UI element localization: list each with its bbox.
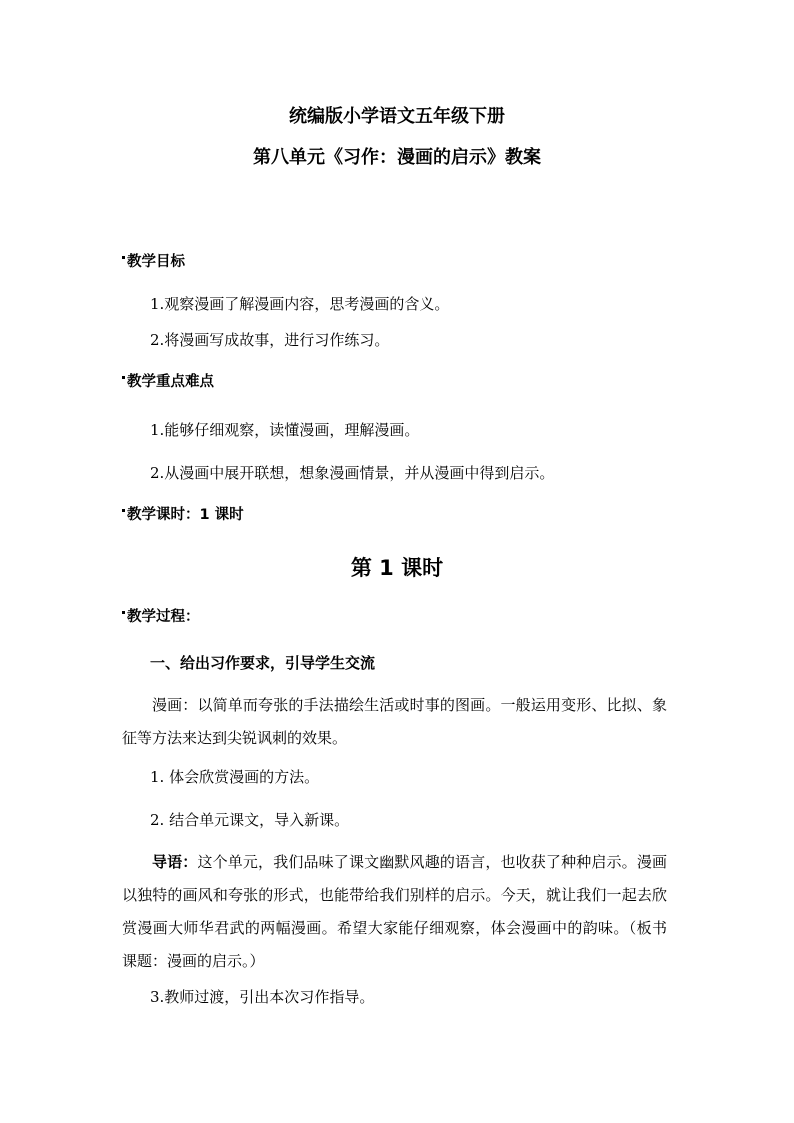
bullet-marker xyxy=(122,256,125,259)
section-heading-text: 教学课时：1 课时 xyxy=(127,507,244,523)
key-point-item-1: 1.能够仔细观察，读懂漫画，理解漫画。 xyxy=(150,421,420,439)
lesson-title: 第 1 课时 xyxy=(350,556,444,580)
bullet-marker xyxy=(122,376,125,379)
process-item-3: 3.教师过渡，引出本次习作指导。 xyxy=(150,988,375,1006)
section-heading-key-points xyxy=(122,375,214,390)
process-step-1-title: 一、给出习作要求，引导学生交流 xyxy=(150,654,376,672)
bullet-marker xyxy=(122,611,125,614)
key-point-item-2: 2.从漫画中展开联想，想象漫画情景，并从漫画中得到启示。 xyxy=(150,464,555,482)
objective-item-1: 1.观察漫画了解漫画内容，思考漫画的含义。 xyxy=(150,295,450,313)
section-heading-text: 教学过程： xyxy=(127,609,200,625)
document-title-grade: 统编版小学语文五年级下册 xyxy=(289,106,505,127)
guide-label: 导语： xyxy=(152,853,198,871)
guide-text: 这个单元，我们品味了课文幽默风趣的语言，也收获了种种启示。漫画以独特的画风和夸张的形式，也能带给我们别样的启示。今天，就让我们一起去欣赏漫画大师华君武的两幅漫画。希望大家能仔细观察，体会漫画中的韵味。（板书课题：漫画的启示。） xyxy=(122,853,667,970)
section-heading-text: 教学重点难点 xyxy=(127,374,214,390)
guide-paragraph xyxy=(122,846,667,978)
definition-paragraph: 漫画：以简单而夸张的手法描绘生活或时事的图画。一般运用变形、比拟、象征等方法来达到尖锐讽刺的效果。 xyxy=(122,696,667,747)
objective-item-2: 2.将漫画写成故事，进行习作练习。 xyxy=(150,331,390,349)
document-title-unit: 第八单元《习作：漫画的启示》教案 xyxy=(253,147,541,168)
section-heading-class-hours xyxy=(122,508,244,523)
process-item-1: 1. 体会欣赏漫画的方法。 xyxy=(150,768,320,786)
bullet-marker xyxy=(122,509,125,512)
section-heading-objectives xyxy=(122,255,185,270)
process-item-2: 2. 结合单元课文，导入新课。 xyxy=(150,811,350,829)
section-heading-text: 教学目标 xyxy=(127,254,185,270)
section-heading-process xyxy=(122,610,200,625)
